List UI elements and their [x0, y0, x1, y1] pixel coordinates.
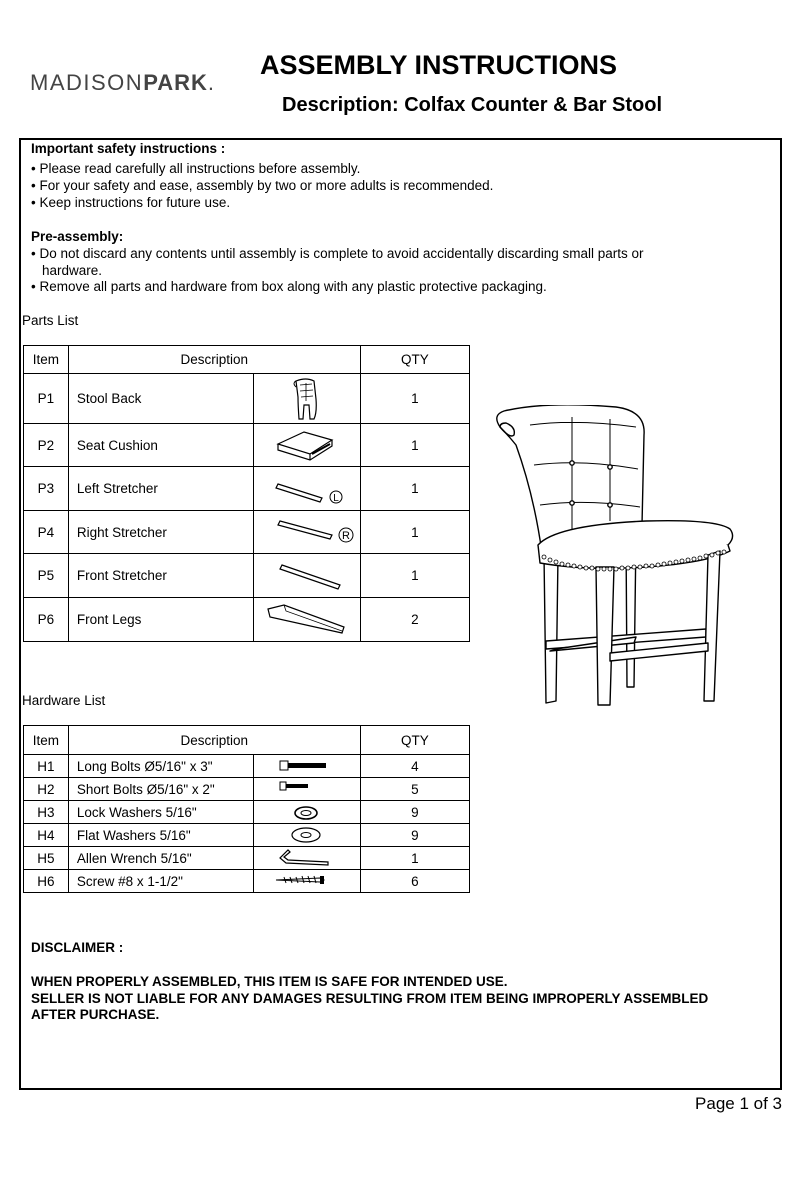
brand-name-light: MADISON [30, 70, 144, 95]
preassembly-item-cont: hardware. [42, 263, 103, 278]
right-marker: R [341, 530, 350, 542]
parts-header-qty: QTY [360, 346, 469, 374]
allen-wrench-icon [254, 848, 360, 868]
bar-stool-illustration [486, 405, 746, 717]
disclaimer-line: WHEN PROPERLY ASSEMBLED, THIS ITEM IS SAFE FOR INTENDED USE. [31, 974, 508, 989]
part-description: Stool Back [68, 374, 253, 424]
long-bolt-icon [254, 756, 360, 776]
hardware-qty: 1 [360, 847, 469, 870]
hardware-item: H4 [24, 824, 69, 847]
safety-heading: Important safety instructions : [31, 141, 226, 156]
part-qty: 1 [360, 424, 469, 467]
hardware-description: Short Bolts Ø5/16" x 2" [68, 778, 253, 801]
table-row [24, 755, 470, 778]
lock-washer-icon [254, 802, 360, 822]
disclaimer-heading: DISCLAIMER : [31, 940, 124, 955]
left-stretcher-icon [254, 468, 360, 510]
hardware-description: Flat Washers 5/16" [68, 824, 253, 847]
part-qty: 1 [360, 554, 469, 598]
table-row [24, 847, 470, 870]
stool-back-icon [254, 375, 360, 423]
part-image-cell [253, 554, 360, 598]
part-image-cell [253, 467, 360, 511]
parts-table [23, 345, 470, 642]
hardware-qty: 9 [360, 801, 469, 824]
hardware-table [23, 725, 470, 893]
brand-mark: . [207, 70, 216, 95]
brand-logo [30, 70, 216, 96]
disclaimer-line: AFTER PURCHASE. [31, 1007, 160, 1022]
hardware-image-cell [253, 778, 360, 801]
hardware-qty: 9 [360, 824, 469, 847]
hardware-item: H2 [24, 778, 69, 801]
right-stretcher-icon [254, 511, 360, 553]
hardware-image-cell [253, 801, 360, 824]
product-description: Description: Colfax Counter & Bar Stool [282, 94, 663, 116]
table-row [24, 467, 470, 511]
hardware-qty: 4 [360, 755, 469, 778]
hardware-qty: 5 [360, 778, 469, 801]
part-image-cell [253, 511, 360, 554]
part-qty: 1 [360, 467, 469, 511]
brand-name-bold: PARK [143, 70, 208, 95]
hardware-image-cell [253, 824, 360, 847]
part-item: P6 [24, 598, 69, 642]
table-row [24, 374, 470, 424]
hardware-image-cell [253, 870, 360, 893]
table-row [24, 801, 470, 824]
preassembly-item: • Do not discard any contents until assembly is complete to avoid accidentally discarding small parts or [31, 246, 644, 261]
part-image-cell [253, 424, 360, 467]
table-row [24, 824, 470, 847]
part-item: P2 [24, 424, 69, 467]
part-qty: 1 [360, 374, 469, 424]
short-bolt-icon [254, 779, 360, 799]
hardware-header-description: Description [68, 726, 360, 755]
seat-cushion-icon [254, 424, 360, 466]
table-row [24, 554, 470, 598]
hardware-description: Allen Wrench 5/16" [68, 847, 253, 870]
screw-icon [254, 871, 360, 891]
part-item: P4 [24, 511, 69, 554]
hardware-description: Lock Washers 5/16" [68, 801, 253, 824]
table-row [24, 424, 470, 467]
parts-header-row [24, 346, 470, 374]
hardware-item: H1 [24, 755, 69, 778]
preassembly-item: • Remove all parts and hardware from box along with any plastic protective packaging. [31, 279, 547, 294]
parts-list-label: Parts List [22, 313, 79, 328]
hardware-header-qty: QTY [360, 726, 469, 755]
safety-item: • For your safety and ease, assembly by two or more adults is recommended. [31, 178, 494, 193]
part-item: P3 [24, 467, 69, 511]
part-item: P5 [24, 554, 69, 598]
hardware-item: H6 [24, 870, 69, 893]
hardware-description: Long Bolts Ø5/16" x 3" [68, 755, 253, 778]
part-description: Seat Cushion [68, 424, 253, 467]
table-row [24, 870, 470, 893]
safety-item: • Please read carefully all instructions before assembly. [31, 161, 361, 176]
page-title: ASSEMBLY INSTRUCTIONS [260, 50, 618, 80]
hardware-item: H3 [24, 801, 69, 824]
part-description: Right Stretcher [68, 511, 253, 554]
parts-header-description: Description [68, 346, 360, 374]
hardware-image-cell [253, 847, 360, 870]
part-description: Front Stretcher [68, 554, 253, 598]
hardware-header-item: Item [24, 726, 69, 755]
safety-item: • Keep instructions for future use. [31, 195, 231, 210]
hardware-header-row [24, 726, 470, 755]
part-image-cell [253, 374, 360, 424]
part-qty: 2 [360, 598, 469, 642]
hardware-qty: 6 [360, 870, 469, 893]
hardware-description: Screw #8 x 1-1/2" [68, 870, 253, 893]
disclaimer-line: SELLER IS NOT LIABLE FOR ANY DAMAGES RESULTING FROM ITEM BEING IMPROPERLY ASSEMBLED [31, 991, 709, 1006]
page-number: Page 1 of 3 [695, 1094, 782, 1113]
preassembly-heading: Pre-assembly: [31, 229, 124, 244]
parts-header-item: Item [24, 346, 69, 374]
part-item: P1 [24, 374, 69, 424]
hardware-list-label: Hardware List [22, 693, 106, 708]
table-row [24, 598, 470, 642]
flat-washer-icon [254, 825, 360, 845]
table-row [24, 511, 470, 554]
front-stretcher-icon [254, 555, 360, 597]
hardware-item: H5 [24, 847, 69, 870]
part-description: Front Legs [68, 598, 253, 642]
part-image-cell [253, 598, 360, 642]
left-marker: L [332, 492, 339, 504]
table-row [24, 778, 470, 801]
front-leg-icon [254, 599, 360, 641]
hardware-image-cell [253, 755, 360, 778]
part-description: Left Stretcher [68, 467, 253, 511]
part-qty: 1 [360, 511, 469, 554]
